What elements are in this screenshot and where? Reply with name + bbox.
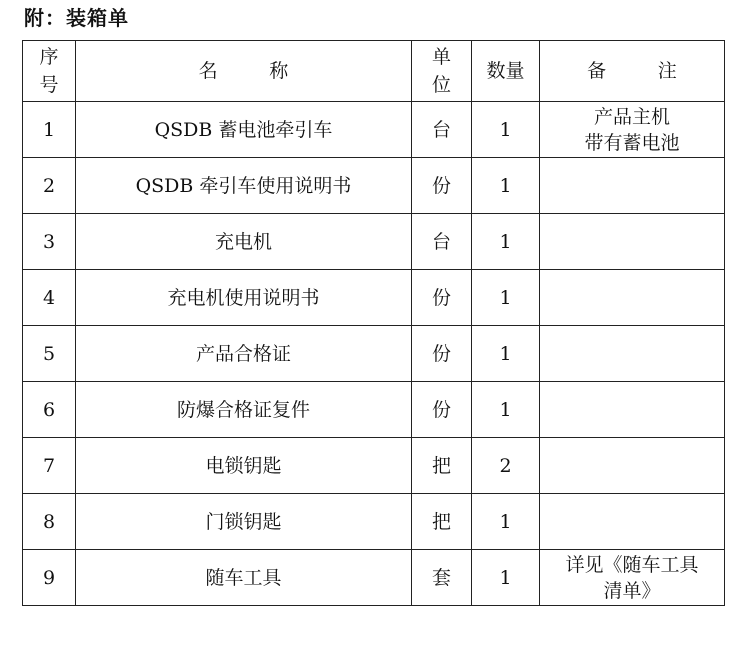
header-unit — [412, 41, 472, 102]
cell-seq: 6 — [23, 382, 76, 438]
cell-seq: 2 — [23, 158, 76, 214]
document-title: 附：装箱单 — [24, 6, 129, 30]
header-remark — [540, 41, 725, 102]
cell-unit: 份 — [412, 158, 472, 214]
cell-qty: 1 — [472, 494, 540, 550]
table-row — [23, 438, 725, 494]
cell-unit: 把 — [412, 494, 472, 550]
cell-seq: 7 — [23, 438, 76, 494]
header-remark-label: 备 注 — [587, 60, 700, 82]
table-row — [23, 102, 725, 158]
header-row — [23, 41, 725, 102]
cell-remark: 产品主机 带有蓄电池 — [540, 102, 725, 158]
table-body — [23, 102, 725, 606]
table-row — [23, 494, 725, 550]
header-seq — [23, 41, 76, 102]
packing-list-table — [22, 40, 725, 606]
cell-name: 防爆合格证复件 — [76, 382, 412, 438]
cell-remark — [540, 270, 725, 326]
cell-unit: 台 — [412, 102, 472, 158]
cell-name: QSDB 牵引车使用说明书 — [76, 158, 412, 214]
cell-name: 产品合格证 — [76, 326, 412, 382]
cell-qty: 1 — [472, 550, 540, 606]
cell-qty: 1 — [472, 382, 540, 438]
cell-remark — [540, 214, 725, 270]
cell-seq: 4 — [23, 270, 76, 326]
cell-seq: 3 — [23, 214, 76, 270]
cell-unit: 套 — [412, 550, 472, 606]
table-row — [23, 214, 725, 270]
header-qty: 数量 — [472, 41, 540, 102]
cell-remark — [540, 438, 725, 494]
cell-name: 充电机使用说明书 — [76, 270, 412, 326]
cell-name: 门锁钥匙 — [76, 494, 412, 550]
cell-seq: 1 — [23, 102, 76, 158]
table-row — [23, 270, 725, 326]
cell-seq: 8 — [23, 494, 76, 550]
table-header — [23, 41, 725, 102]
cell-name: QSDB 蓄电池牵引车 — [76, 102, 412, 158]
cell-remark: 详见《随车工具 清单》 — [540, 550, 725, 606]
table-row — [23, 550, 725, 606]
table-row — [23, 326, 725, 382]
header-name — [76, 41, 412, 102]
header-seq-line1: 序 — [39, 46, 59, 68]
cell-remark — [540, 494, 725, 550]
cell-qty: 2 — [472, 438, 540, 494]
cell-unit: 份 — [412, 270, 472, 326]
table-row — [23, 158, 725, 214]
cell-qty: 1 — [472, 158, 540, 214]
cell-qty: 1 — [472, 326, 540, 382]
cell-name: 充电机 — [76, 214, 412, 270]
header-unit-line2: 位 — [431, 74, 451, 96]
header-unit-line1: 单 — [431, 46, 451, 68]
cell-seq: 9 — [23, 550, 76, 606]
cell-qty: 1 — [472, 270, 540, 326]
cell-remark — [540, 382, 725, 438]
cell-name: 电锁钥匙 — [76, 438, 412, 494]
cell-unit: 把 — [412, 438, 472, 494]
header-name-label: 名 称 — [198, 60, 312, 82]
cell-seq: 5 — [23, 326, 76, 382]
cell-remark — [540, 326, 725, 382]
header-seq-line2: 号 — [39, 74, 59, 96]
cell-remark — [540, 158, 725, 214]
cell-name: 随车工具 — [76, 550, 412, 606]
cell-unit: 份 — [412, 326, 472, 382]
table-row — [23, 382, 725, 438]
cell-qty: 1 — [472, 214, 540, 270]
cell-unit: 台 — [412, 214, 472, 270]
cell-qty: 1 — [472, 102, 540, 158]
cell-unit: 份 — [412, 382, 472, 438]
